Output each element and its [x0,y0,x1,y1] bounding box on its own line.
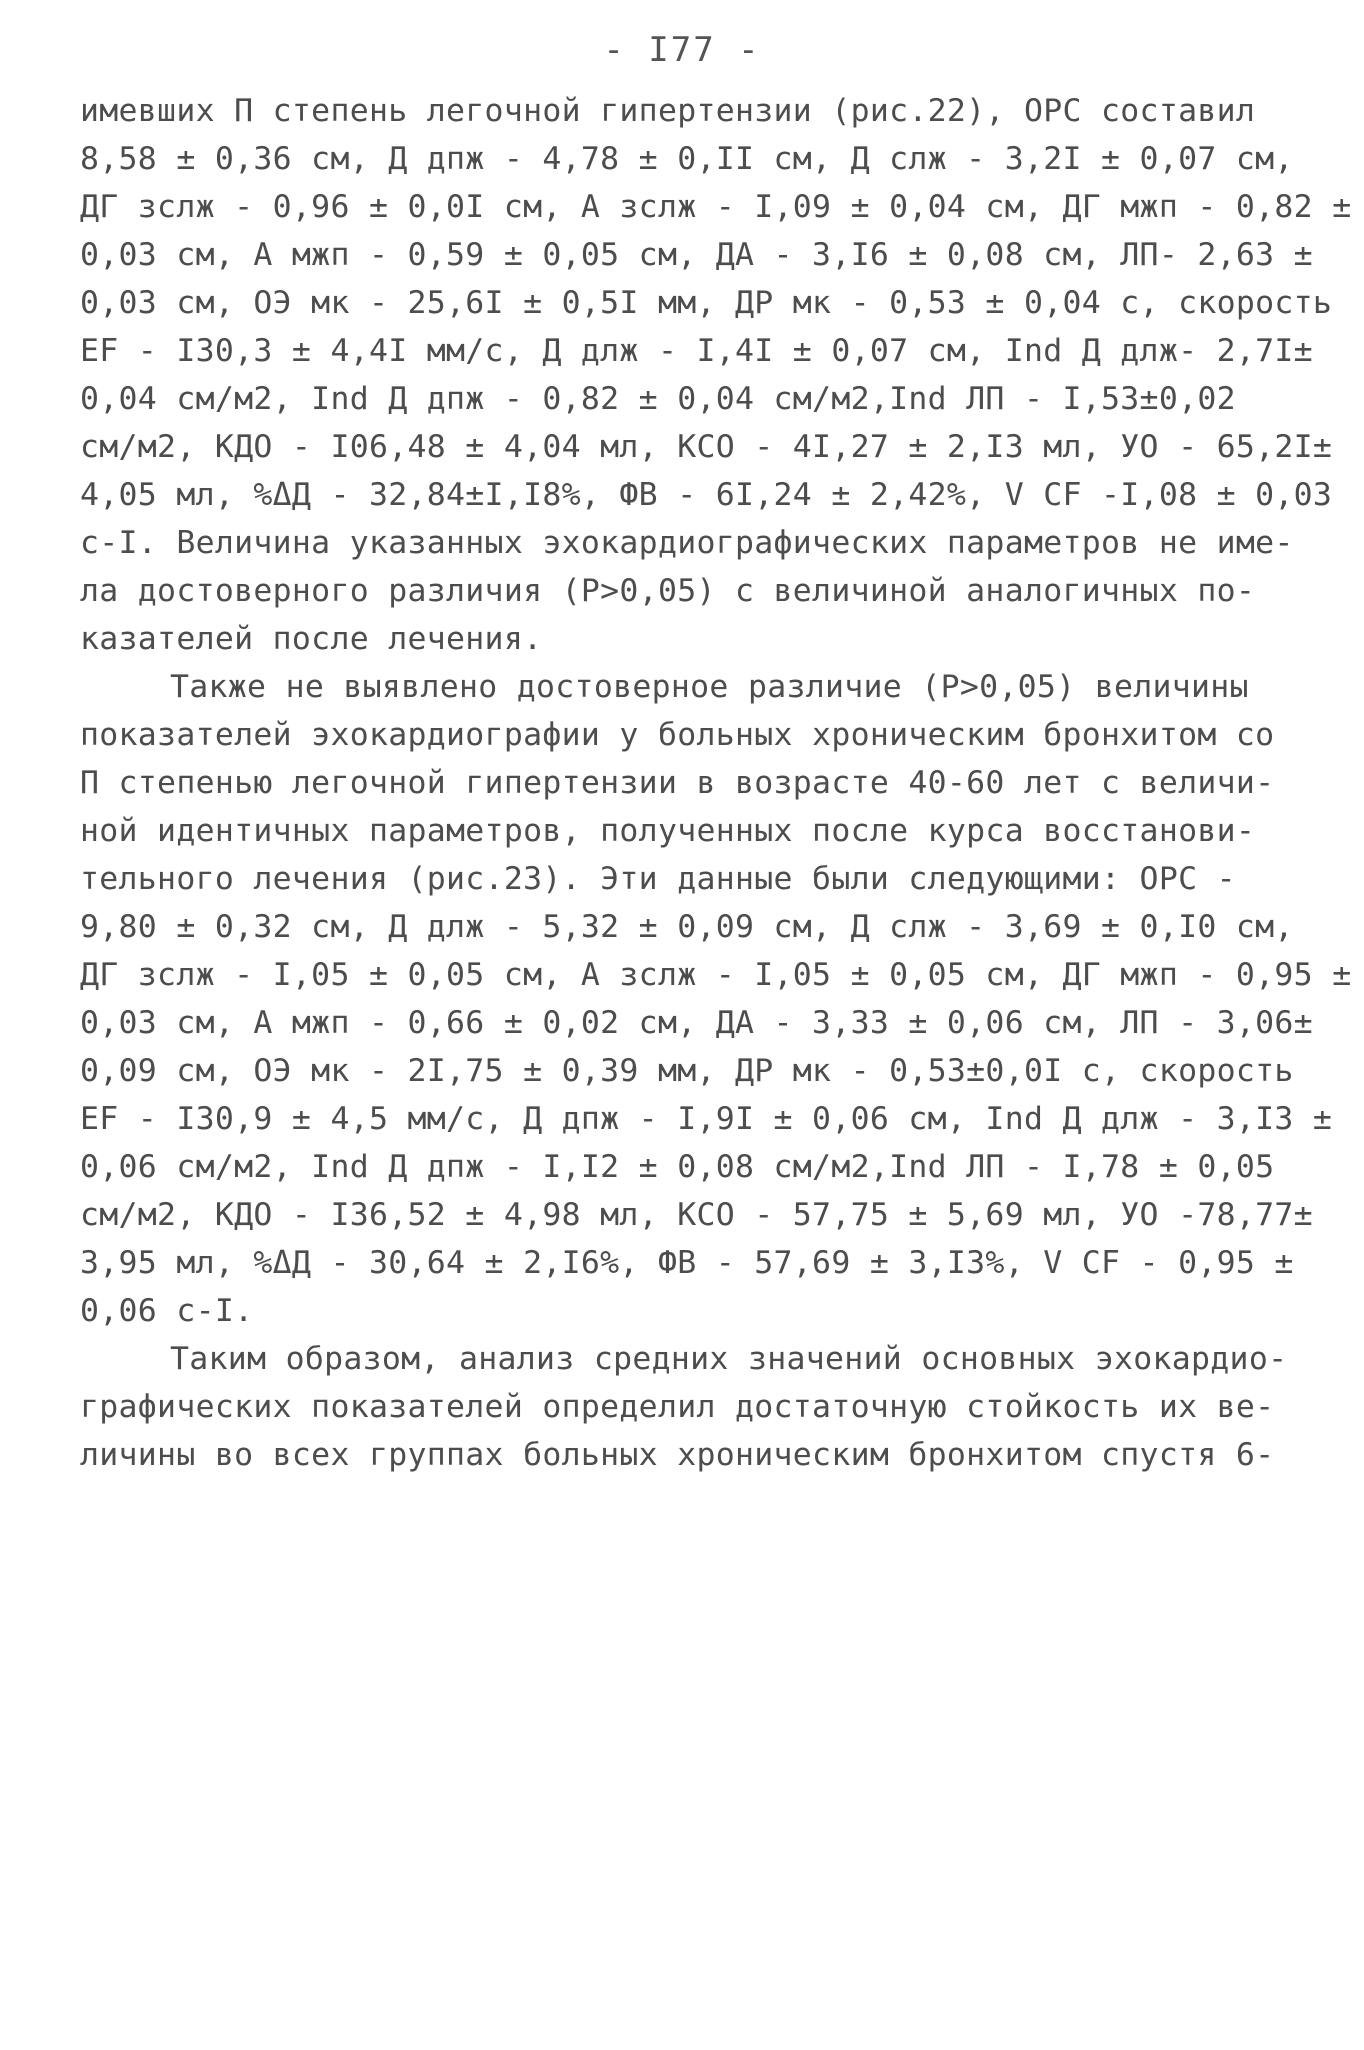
text-line: казателей после лечения. [80,621,543,657]
page-number: - I77 - [603,30,761,70]
text-line: 3,95 мл, %ΔД - 30,64 ± 2,I6%, ФВ - 57,69 ± 3,I3%, V CF - 0,95 ± [80,1245,1294,1281]
text-line: 0,04 см/м2, Ind Д дпж - 0,82 ± 0,04 см/м2,Ind ЛП - I,53±0,02 [80,381,1236,417]
text-line: с-I. Величина указанных эхокардиографических параметров не име- [80,525,1294,561]
text-line: ДГ зслж - 0,96 ± 0,0I см, А зслж - I,09 ± 0,04 см, ДГ мжп - 0,82 ± [80,189,1352,225]
text-line: показателей эхокардиографии у больных хроническим бронхитом со [80,717,1275,753]
text-line: 9,80 ± 0,32 см, Д длж - 5,32 ± 0,09 см, Д слж - 3,69 ± 0,I0 см, [80,909,1294,945]
text-line: П степенью легочной гипертензии в возрасте 40-60 лет с величи- [80,765,1275,801]
text-line: ной идентичных параметров, полученных после курса восстанови- [80,813,1256,849]
text-line: EF - I30,9 ± 4,5 мм/с, Д дпж - I,9I ± 0,06 см, Ind Д длж - 3,I3 ± [80,1101,1333,1137]
text-line: 0,09 см, ОЭ мк - 2I,75 ± 0,39 мм, ДР мк - 0,53±0,0I с, скорость [80,1053,1294,1089]
text-line: графических показателей определил достаточную стойкость их ве- [80,1389,1275,1425]
text-line: 0,03 см, А мжп - 0,66 ± 0,02 см, ДА - 3,33 ± 0,06 см, ЛП - 3,06± [80,1005,1313,1041]
paragraph-first-line: Таким образом, анализ средних значений основных эхокардио- [170,1341,1288,1377]
text-line: 0,03 см, ОЭ мк - 25,6I ± 0,5I мм, ДР мк - 0,53 ± 0,04 с, скорость [80,285,1333,321]
text-line: 0,06 с-I. [80,1293,254,1329]
text-line: ДГ зслж - I,05 ± 0,05 см, А зслж - I,05 ± 0,05 см, ДГ мжп - 0,95 ± [80,957,1352,993]
text-line: EF - I30,3 ± 4,4I мм/с, Д длж - I,4I ± 0,07 см, Ind Д длж- 2,7I± [80,333,1313,369]
text-line: 8,58 ± 0,36 см, Д дпж - 4,78 ± 0,II см, Д слж - 3,2I ± 0,07 см, [80,141,1294,177]
text-line: 0,03 см, А мжп - 0,59 ± 0,05 см, ДА - 3,I6 ± 0,08 см, ЛП- 2,63 ± [80,237,1313,273]
text-line: см/м2, КДО - I06,48 ± 4,04 мл, КСО - 4I,27 ± 2,I3 мл, УО - 65,2I± [80,429,1333,465]
text-line: тельного лечения (рис.23). Эти данные были следующими: ОРС - [80,861,1236,897]
text-line: 4,05 мл, %ΔД - 32,84±I,I8%, ФВ - 6I,24 ± 2,42%, V CF -I,08 ± 0,03 [80,477,1333,513]
paragraph-first-line: Также не выявлено достоверное различие (Р>0,05) величины [170,669,1249,705]
text-line: личины во всех группах больных хроническим бронхитом спустя 6- [80,1437,1275,1473]
text-line: ла достоверного различия (Р>0,05) с величиной аналогичных по- [80,573,1256,609]
text-line: 0,06 см/м2, Ind Д дпж - I,I2 ± 0,08 см/м2,Ind ЛП - I,78 ± 0,05 [80,1149,1275,1185]
text-line: имевших П степень легочной гипертензии (рис.22), ОРС составил [80,93,1256,129]
text-line: см/м2, КДО - I36,52 ± 4,98 мл, КСО - 57,75 ± 5,69 мл, УО -78,77± [80,1197,1313,1233]
